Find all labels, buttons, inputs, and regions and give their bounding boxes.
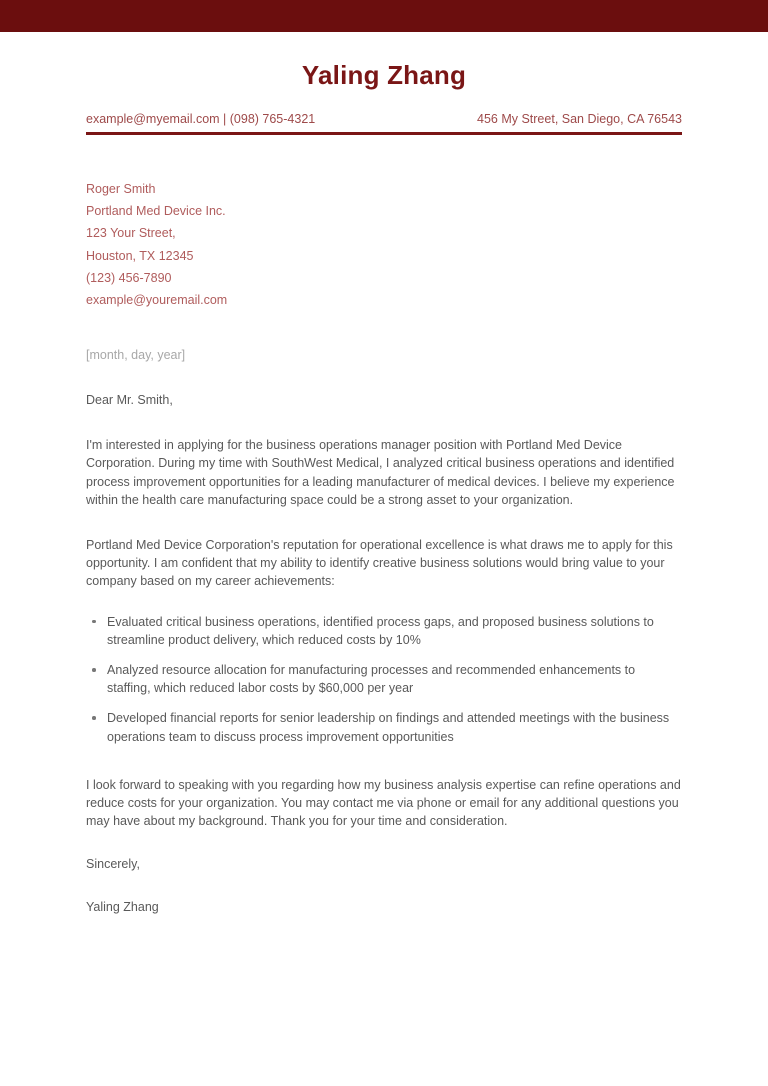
bullet-dot-icon — [92, 620, 96, 624]
date-placeholder: [month, day, year] — [86, 348, 186, 363]
list-item-text: Analyzed resource allocation for manufacturing processes and recommended enhancements to staffing, which reduced labor costs by $60,000 per year — [107, 663, 636, 696]
recipient-name: Roger Smith — [86, 182, 156, 196]
recipient-company: Portland Med Device Inc. — [86, 204, 226, 219]
contact-row — [86, 111, 682, 135]
letterhead — [0, 32, 768, 135]
list-item — [86, 709, 682, 745]
recipient-block — [86, 178, 682, 311]
list-item-text: Developed financial reports for senior leadership on findings and attended meetings with the business operations team to discuss process improvement opportunities — [107, 711, 670, 744]
recipient-phone: (123) 456-7890 — [86, 270, 172, 285]
list-item — [86, 613, 682, 649]
sender-email-phone: example@myemail.com | (098) 765-4321 — [86, 112, 316, 127]
paragraph-intro: I'm interested in applying for the business operations manager position with Portland Med Device Corporation. During my time with SouthWest Medical, I analyzed critical business operations and identified process improvement opportunities for a leading manufacturer of medical devices. I believe my experience within the health care manufacturing space could be a strong asset to your organization. — [86, 438, 675, 507]
sender-name: Yaling Zhang — [301, 60, 467, 90]
sender-address: 456 My Street, San Diego, CA 76543 — [477, 112, 682, 127]
recipient-city-state-zip: Houston, TX 12345 — [86, 248, 194, 263]
letter-body — [86, 178, 682, 916]
list-item — [86, 661, 682, 697]
header-accent-bar — [0, 0, 768, 32]
list-item-text: Evaluated critical business operations, identified process gaps, and proposed business solutions to streamline product delivery, which reduced costs by 10% — [107, 614, 654, 647]
bullet-dot-icon — [92, 716, 96, 720]
paragraph-motivation: Portland Med Device Corporation's reputation for operational excellence is what draws me to apply for this opportunity. I am confident that my ability to identify creative business solutions would bring value to your company based on my career achievements: — [86, 538, 673, 589]
achievements-list — [86, 613, 682, 746]
recipient-street: 123 Your Street, — [86, 226, 176, 241]
salutation: Dear Mr. Smith, — [86, 392, 173, 407]
signoff: Sincerely, — [86, 857, 140, 872]
bullet-dot-icon — [92, 668, 96, 672]
recipient-email: example@youremail.com — [86, 293, 228, 308]
signature-name: Yaling Zhang — [86, 899, 159, 914]
paragraph-closing: I look forward to speaking with you regarding how my business analysis expertise can refine operations and reduce costs for your organization. You may contact me via phone or email for any additional questions you may have about my background. Thank you for your time and consideration. — [86, 777, 681, 829]
